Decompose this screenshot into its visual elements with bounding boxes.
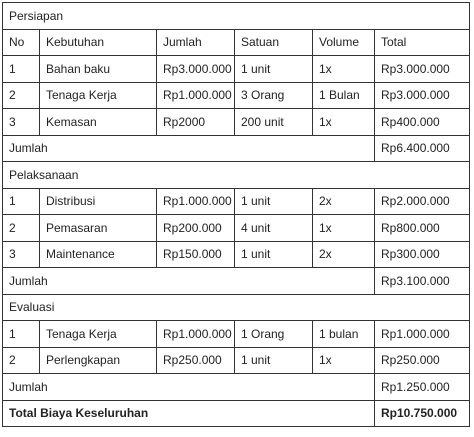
header-cell: No	[3, 29, 40, 56]
cell: Pemasaran	[40, 215, 157, 242]
subtotal-label: Jumlah	[3, 374, 375, 401]
cell: Rp2.000.000	[375, 188, 470, 215]
section-title: Pelaksanaan	[3, 162, 470, 189]
cell: Rp250.000	[375, 347, 470, 374]
section-title: Evaluasi	[3, 294, 470, 321]
section-title-row	[3, 162, 470, 189]
header-cell: Kebutuhan	[40, 29, 157, 56]
cost-table	[2, 2, 470, 427]
cell: 2x	[313, 188, 375, 215]
subtotal-value: Rp1.250.000	[375, 374, 470, 401]
cell: Rp800.000	[375, 215, 470, 242]
cell: 1	[3, 321, 40, 348]
cell: 1 Bulan	[313, 82, 375, 109]
cell: Rp150.000	[157, 241, 235, 268]
cell: 1x	[313, 347, 375, 374]
cell: Rp400.000	[375, 109, 470, 136]
cell: Kemasan	[40, 109, 157, 136]
grand-total-row	[3, 400, 470, 427]
cell: Rp3.000.000	[157, 56, 235, 83]
subtotal-label: Jumlah	[3, 268, 375, 295]
cell: 2x	[313, 241, 375, 268]
table-row	[3, 347, 470, 374]
subtotal-row	[3, 268, 470, 295]
table-row	[3, 82, 470, 109]
cell: 3 Orang	[235, 82, 313, 109]
cell: 1 Orang	[235, 321, 313, 348]
cell: Rp1.000.000	[157, 188, 235, 215]
header-cell: Jumlah	[157, 29, 235, 56]
cell: 1	[3, 188, 40, 215]
grand-total-label: Total Biaya Keseluruhan	[3, 400, 375, 427]
cell: 1 unit	[235, 347, 313, 374]
cell: Rp250.000	[157, 347, 235, 374]
cell: Rp200.000	[157, 215, 235, 242]
subtotal-label: Jumlah	[3, 135, 375, 162]
cell: 3	[3, 241, 40, 268]
cell: 2	[3, 347, 40, 374]
cell: 1 unit	[235, 241, 313, 268]
cell: 4 unit	[235, 215, 313, 242]
header-cell: Volume	[313, 29, 375, 56]
cell: 1	[3, 56, 40, 83]
cell: Perlengkapan	[40, 347, 157, 374]
table-row	[3, 241, 470, 268]
subtotal-value: Rp3.100.000	[375, 268, 470, 295]
table-row	[3, 215, 470, 242]
cell: Bahan baku	[40, 56, 157, 83]
cell: 1 bulan	[313, 321, 375, 348]
cell: 1 unit	[235, 56, 313, 83]
table-row	[3, 109, 470, 136]
subtotal-row	[3, 374, 470, 401]
section-title-row	[3, 294, 470, 321]
cell: 3	[3, 109, 40, 136]
cell: 1x	[313, 56, 375, 83]
header-cell: Satuan	[235, 29, 313, 56]
cell: Rp300.000	[375, 241, 470, 268]
section-title: Persiapan	[3, 3, 470, 30]
cell: 1x	[313, 215, 375, 242]
cell: 1 unit	[235, 188, 313, 215]
cell: Rp3.000.000	[375, 82, 470, 109]
cell: Rp3.000.000	[375, 56, 470, 83]
table-row	[3, 321, 470, 348]
cell: Tenaga Kerja	[40, 321, 157, 348]
subtotal-row	[3, 135, 470, 162]
subtotal-value: Rp6.400.000	[375, 135, 470, 162]
table-row	[3, 188, 470, 215]
table-row	[3, 56, 470, 83]
cell: 2	[3, 215, 40, 242]
cell: 200 unit	[235, 109, 313, 136]
grand-total-value: Rp10.750.000	[375, 400, 470, 427]
cell: Rp1.000.000	[157, 321, 235, 348]
cell: Tenaga Kerja	[40, 82, 157, 109]
cell: 1x	[313, 109, 375, 136]
header-cell: Total	[375, 29, 470, 56]
cell: 2	[3, 82, 40, 109]
header-row	[3, 29, 470, 56]
cell: Rp1.000.000	[375, 321, 470, 348]
cell: Distribusi	[40, 188, 157, 215]
section-title-row	[3, 3, 470, 30]
cell: Maintenance	[40, 241, 157, 268]
cell: Rp2000	[157, 109, 235, 136]
cell: Rp1.000.000	[157, 82, 235, 109]
